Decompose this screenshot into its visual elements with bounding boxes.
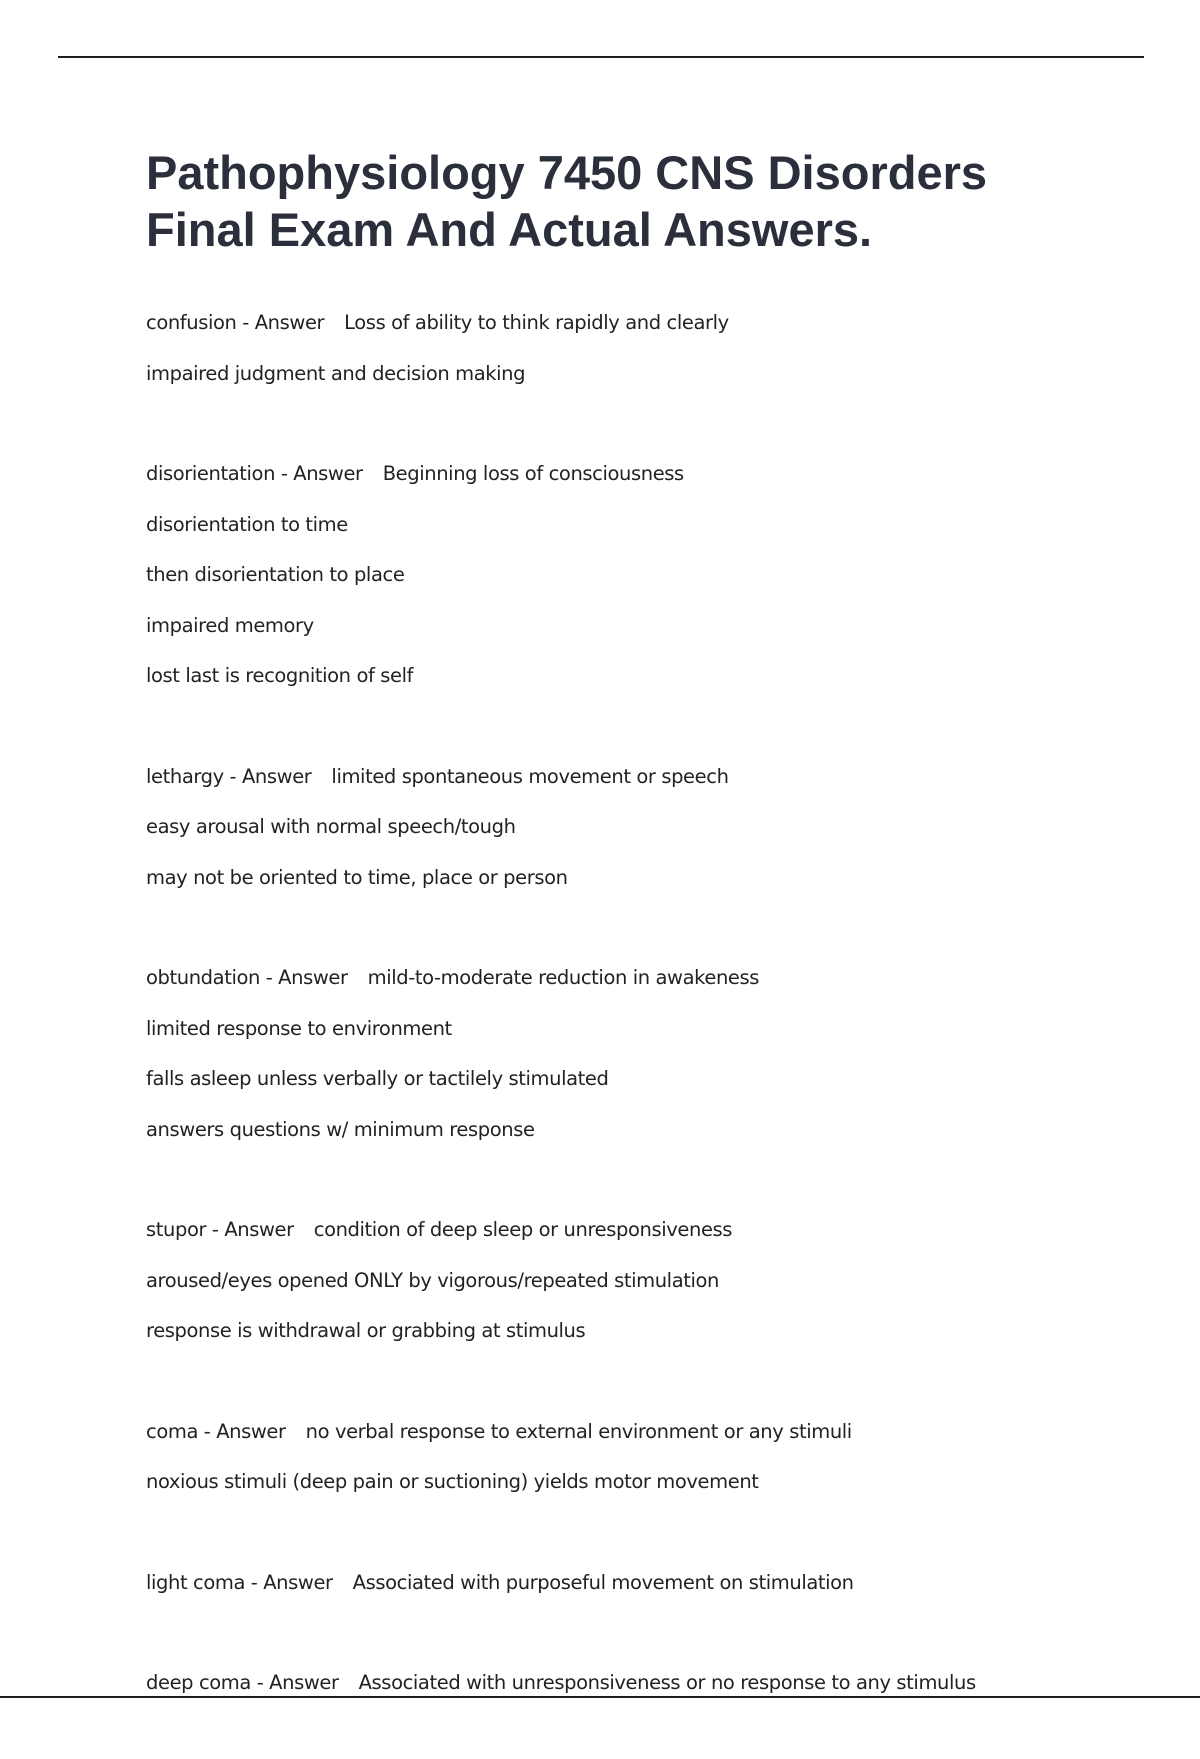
bottom-divider bbox=[0, 1696, 1200, 1698]
qa-first-line bbox=[146, 953, 1146, 1004]
qa-entry-confusion bbox=[146, 298, 1146, 399]
qa-first-line bbox=[146, 1558, 1146, 1609]
qa-entry-light-coma bbox=[146, 1558, 1146, 1609]
qa-answer-line: Beginning loss of consciousness bbox=[382, 462, 684, 485]
qa-answer-line: noxious stimuli (deep pain or suctioning) yields motor movement bbox=[146, 1470, 759, 1493]
qa-answer-line: disorientation to time bbox=[146, 512, 348, 536]
qa-answer-line: Associated with purposeful movement on stimulation bbox=[352, 1570, 854, 1594]
document-title bbox=[146, 144, 1146, 258]
qa-answer-line: limited response to environment bbox=[146, 1016, 452, 1040]
qa-term: coma - Answer bbox=[146, 1419, 286, 1443]
title-line-2: Final Exam And Actual Answers. bbox=[146, 203, 873, 256]
qa-answer-line: lost last is recognition of self bbox=[146, 664, 414, 687]
qa-term: light coma - Answer bbox=[146, 1570, 333, 1594]
qa-entry-coma bbox=[146, 1407, 1146, 1508]
qa-first-line bbox=[146, 298, 1146, 349]
qa-term: stupor - Answer bbox=[146, 1218, 294, 1241]
qa-entry-lethargy bbox=[146, 752, 1146, 904]
qa-answer-line: limited spontaneous movement or speech bbox=[331, 764, 729, 788]
qa-entry-disorientation bbox=[146, 449, 1146, 702]
qa-answer-line: then disorientation to place bbox=[146, 563, 405, 586]
qa-answer-line: no verbal response to external environment or any stimuli bbox=[305, 1419, 852, 1443]
qa-first-line bbox=[146, 449, 1146, 500]
qa-answer-line: falls asleep unless verbally or tactilely stimulated bbox=[146, 1067, 609, 1090]
qa-entry-obtundation bbox=[146, 953, 1146, 1155]
qa-term: obtundation - Answer bbox=[146, 966, 348, 989]
document-body bbox=[146, 144, 1146, 1759]
qa-answer-line: may not be oriented to time, place or person bbox=[146, 865, 568, 889]
qa-answer-line: aroused/eyes opened ONLY by vigorous/repeated stimulation bbox=[146, 1268, 719, 1292]
qa-entry-deep-coma bbox=[146, 1658, 1146, 1709]
qa-first-line bbox=[146, 1407, 1146, 1458]
qa-first-line bbox=[146, 1205, 1146, 1256]
qa-first-line bbox=[146, 752, 1146, 803]
qa-term: deep coma - Answer bbox=[146, 1671, 339, 1694]
qa-answer-line: Loss of ability to think rapidly and clearly bbox=[344, 311, 729, 334]
qa-term: lethargy - Answer bbox=[146, 764, 312, 788]
title-line-1: Pathophysiology 7450 CNS Disorders bbox=[146, 146, 988, 199]
qa-answer-line: mild-to-moderate reduction in awakeness bbox=[367, 966, 760, 989]
top-divider bbox=[58, 56, 1144, 58]
qa-answer-line: easy arousal with normal speech/tough bbox=[146, 815, 516, 838]
qa-answer-line: impaired judgment and decision making bbox=[146, 361, 526, 385]
qa-answer-line: answers questions w/ minimum response bbox=[146, 1117, 535, 1141]
qa-term: disorientation - Answer bbox=[146, 462, 363, 485]
qa-answer-line: condition of deep sleep or unresponsiveness bbox=[313, 1218, 733, 1241]
qa-first-line bbox=[146, 1658, 1146, 1709]
qa-answer-line: Associated with unresponsiveness or no response to any stimulus bbox=[358, 1671, 976, 1694]
qa-term: confusion - Answer bbox=[146, 311, 325, 334]
qa-entry-stupor bbox=[146, 1205, 1146, 1357]
qa-answer-line: impaired memory bbox=[146, 613, 314, 637]
qa-answer-line: response is withdrawal or grabbing at stimulus bbox=[146, 1319, 586, 1342]
qa-list bbox=[146, 298, 1146, 1709]
